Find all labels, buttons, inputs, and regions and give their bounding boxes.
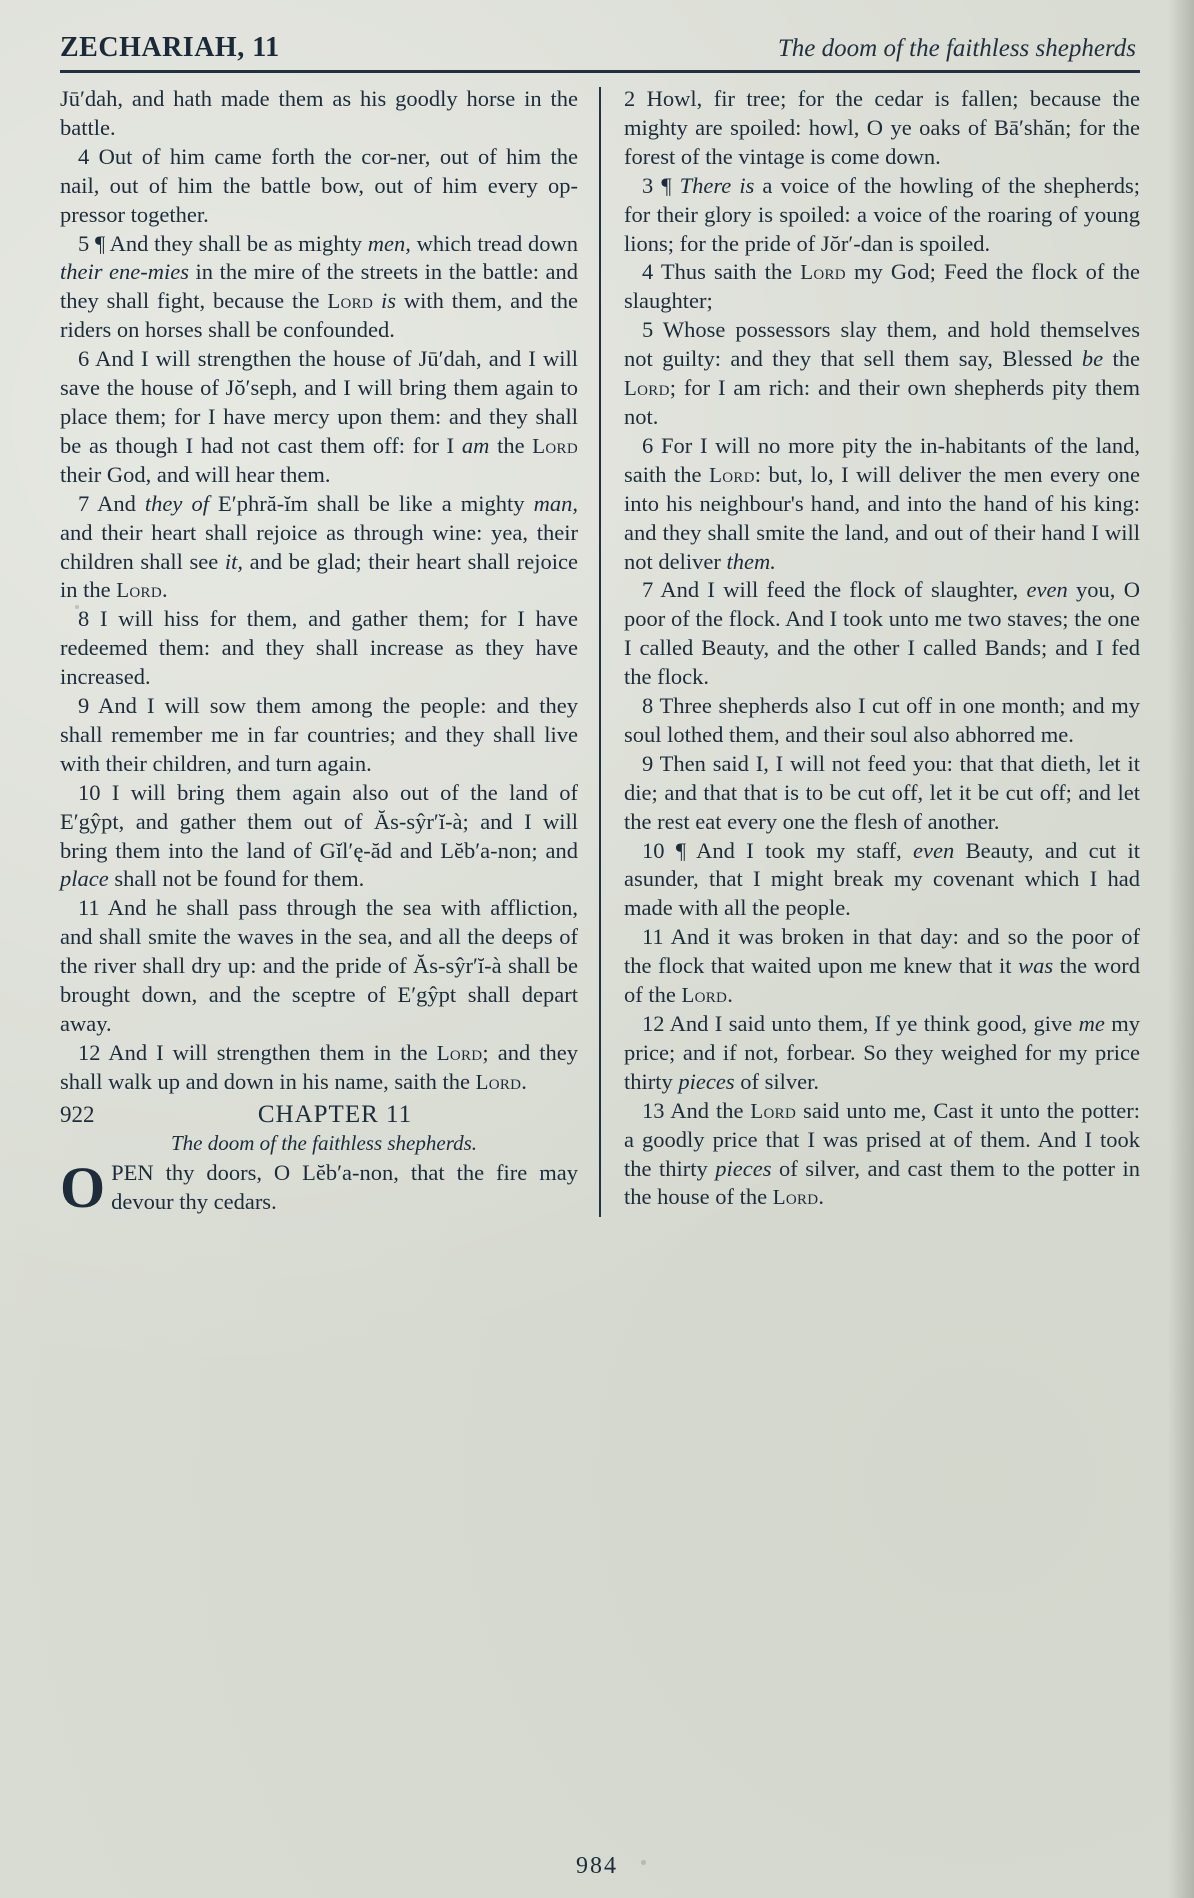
- verse-paragraph: 8 I will hiss for them, and gather them; for I have redeemed them: and they shall increase as they have increased.: [60, 606, 578, 690]
- verse-paragraph: 12 And I said unto them, If ye think good, give me my price; and if not, forbear. So they weighed for my price thirty pieces of silver.: [624, 1011, 1140, 1094]
- chapter-heading-block: [60, 1099, 578, 1223]
- verse-paragraph: 5 ¶ And they shall be as mighty men, which tread down their ene-mies in the mire of the streets in the battle: and they shall fight, because the Lord is with them, and the riders on horses shall be confounded.: [60, 230, 579, 343]
- verse-paragraph: 12 And I will strengthen them in the Lord; and they shall walk up and down in his name, saith the Lord.: [60, 1039, 578, 1094]
- right-column: [600, 85, 1140, 1223]
- drop-cap-letter: O: [60, 1154, 106, 1220]
- chapter-subtitle: The doom of the faithless shepherds.: [170, 1130, 478, 1155]
- chapter-page-number: 922: [60, 1101, 95, 1127]
- book-reference: ZECHARIAH, 11: [60, 32, 280, 63]
- verse-paragraph: 6 And I will strengthen the house of Jū′dah, and I will save the house of Jŏ′seph, and I will bring them again to place them; for I have mercy upon them: and they shall be as though I had not cast them off: for I am the Lord their God, and will hear them.: [60, 346, 578, 487]
- verse-paragraph: Jū′dah, and hath made them as his goodly horse in the battle.: [60, 86, 578, 140]
- column-divider: [599, 87, 601, 1217]
- verse-paragraph: 4 Thus saith the Lord my God; Feed the flock of the slaughter;: [624, 259, 1140, 314]
- verse-paragraph: 6 For I will no more pity the in-habitants of the land, saith the Lord: but, lo, I will deliver the men every one into his neighbour's hand, and into the hand of his king: and they shall smite the land, and out of their hand I will not deliver them.: [624, 432, 1140, 574]
- verse-paragraph: 7 And they of E′phră-ĭm shall be like a mighty man, and their heart shall rejoice as through wine: yea, their children shall see it, and be glad; their heart shall rejoice in the Lord.: [60, 490, 578, 603]
- folio-page-number: 984: [576, 1853, 618, 1879]
- verse-paragraph: 10 I will bring them again also out of the land of E′gŷpt, and gather them out of Ăs-sŷr′ĭ-à; and I will bring them into the land of Gĭl′ę-ăd and Lĕb′a-non; and place shall not be found for them.: [60, 779, 578, 892]
- verse-paragraph: 5 Whose possessors slay them, and hold themselves not guilty: and they that sell them say, Blessed be the Lord; for I am rich: and their own shepherds pity them not.: [624, 317, 1140, 429]
- verse-paragraph: 11 And he shall pass through the sea with affliction, and shall smite the waves in the sea, and all the deeps of the river shall dry up: and the pride of Ăs-sŷr′ĭ-à shall be brought down, and the sceptre of E′gŷpt shall depart away.: [60, 895, 578, 1036]
- page-content: [60, 32, 1140, 1862]
- left-column: [60, 85, 600, 1223]
- chapter-opening-paragraph: OPEN thy doors, O Lĕb′a-non, that the fire may devour thy cedars.: [60, 1154, 578, 1220]
- two-column-body: [60, 85, 1140, 1223]
- verse-paragraph: 2 Howl, fir tree; for the cedar is fallen; because the mighty are spoiled: howl, O ye oaks of Bā′shăn; for the forest of the vintage is come down.: [624, 86, 1140, 169]
- page-title: The doom of the faithless shepherds: [777, 35, 1136, 62]
- verse-paragraph: 4 Out of him came forth the cor-ner, out of him the nail, out of him the battle bow, out of him every op-pressor together.: [60, 143, 578, 227]
- verse-paragraph: 11 And it was broken in that day: and so the poor of the flock that waited upon me knew that it was the word of the Lord.: [624, 924, 1140, 1008]
- verse-paragraph: 13 And the Lord said unto me, Cast it unto the potter: a goodly price that I was prised at of them. And I took the thirty pieces of silver, and cast them to the potter in the house of the Lord.: [624, 1097, 1140, 1210]
- verse-paragraph: 9 Then said I, I will not feed you: that that dieth, let it die; and that that is to be cut off, let it be cut off; and let the rest eat every one the flesh of another.: [624, 750, 1140, 834]
- verse-paragraph: 7 And I will feed the flock of slaughter, even you, O poor of the flock. And I took unto me two staves; the one I called Beauty, and the other I called Bands; and I fed the flock.: [624, 577, 1140, 690]
- verse-paragraph: 3 ¶ There is a voice of the howling of the shepherds; for their glory is spoiled: a voice of the roaring of young lions; for the pride of Jŏr′-dan is spoiled.: [624, 172, 1141, 256]
- chapter-heading-line: [60, 1099, 578, 1131]
- verse-paragraph: 8 Three shepherds also I cut off in one month; and my soul lothed them, and their soul also abhorred me.: [624, 693, 1140, 747]
- running-head: [60, 32, 1140, 73]
- page-edge-shadow: [1168, 0, 1194, 1898]
- chapter-title: CHAPTER 11: [257, 1100, 413, 1128]
- verse-paragraph: 9 And I will sow them among the people: and they shall remember me in far countries; and they shall live with their children, and turn again.: [60, 693, 578, 776]
- verse-paragraph: 10 ¶ And I took my staff, even Beauty, and cut it asunder, that I might break my covenant which I had made with all the people.: [624, 837, 1141, 921]
